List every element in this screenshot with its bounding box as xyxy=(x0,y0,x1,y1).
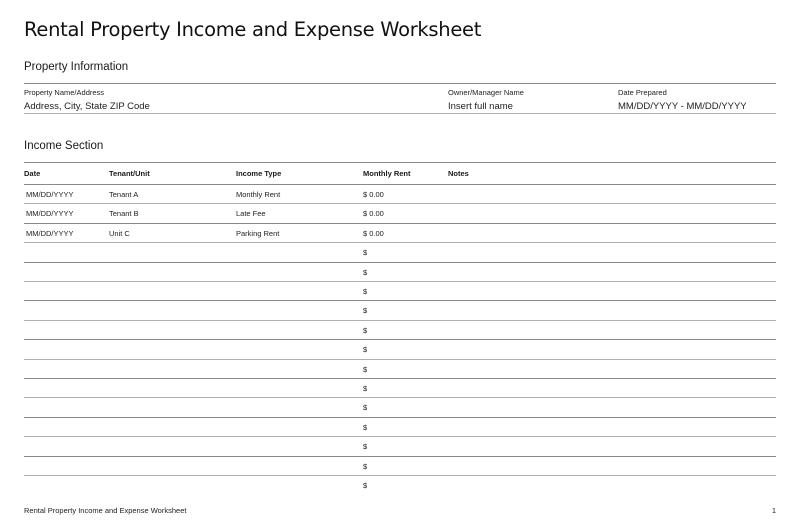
cell-monthly-rent[interactable]: $ xyxy=(363,345,368,355)
cell-monthly-rent[interactable]: $ xyxy=(363,287,368,296)
cell-monthly-rent[interactable]: $ xyxy=(363,384,368,393)
divider xyxy=(24,184,776,185)
cell-monthly-rent[interactable]: $ 0.00 xyxy=(363,209,384,219)
cell-tenant[interactable]: Tenant A xyxy=(109,190,139,199)
cell-monthly-rent[interactable]: $ xyxy=(363,403,368,413)
cell-date[interactable]: MM/DD/YYYY xyxy=(26,209,74,219)
cell-tenant[interactable]: Tenant B xyxy=(109,209,139,219)
cell-monthly-rent[interactable]: $ xyxy=(363,481,368,490)
divider xyxy=(24,417,776,418)
owner-name-field[interactable] xyxy=(448,88,524,112)
divider xyxy=(24,339,776,340)
property-info-heading: Property Information xyxy=(24,61,129,73)
field-label: Date Prepared xyxy=(618,88,667,97)
income-section-heading: Income Section xyxy=(24,140,104,152)
divider xyxy=(24,320,776,321)
cell-monthly-rent[interactable]: $ xyxy=(363,267,368,277)
cell-monthly-rent[interactable]: $ xyxy=(363,364,368,374)
cell-income-type[interactable]: Monthly Rent xyxy=(236,190,281,199)
divider xyxy=(24,281,776,282)
cell-date[interactable]: MM/DD/YYYY xyxy=(26,190,74,199)
cell-monthly-rent[interactable]: $ 0.00 xyxy=(363,228,384,238)
field-value[interactable]: Address, City, State ZIP Code xyxy=(24,101,150,112)
property-name-field[interactable] xyxy=(24,88,150,112)
table-top-rule xyxy=(24,162,776,163)
cell-monthly-rent[interactable]: $ xyxy=(363,442,368,452)
page-title: Rental Property Income and Expense Worksheet xyxy=(24,18,482,41)
field-value[interactable]: Insert full name xyxy=(448,101,513,112)
divider xyxy=(24,359,776,360)
divider xyxy=(24,378,776,379)
field-label: Property Name/Address xyxy=(24,88,105,97)
footer-title: Rental Property Income and Expense Worksheet xyxy=(24,506,187,515)
date-prepared-field[interactable] xyxy=(618,88,747,112)
cell-monthly-rent[interactable]: $ 0.00 xyxy=(363,190,384,199)
divider xyxy=(24,456,776,457)
column-header-monthly-rent: Monthly Rent xyxy=(363,169,411,178)
column-header-notes: Notes xyxy=(448,169,469,178)
divider xyxy=(24,113,776,114)
divider xyxy=(24,242,776,243)
cell-monthly-rent[interactable]: $ xyxy=(363,325,368,335)
cell-income-type[interactable]: Parking Rent xyxy=(236,228,280,238)
divider xyxy=(24,223,776,224)
page-number: 1 xyxy=(771,506,776,515)
cell-monthly-rent[interactable]: $ xyxy=(363,306,368,316)
divider xyxy=(24,300,776,301)
cell-monthly-rent[interactable]: $ xyxy=(363,248,368,258)
divider xyxy=(24,83,776,84)
cell-income-type[interactable]: Late Fee xyxy=(236,209,266,219)
column-header-tenant: Tenant/Unit xyxy=(109,169,150,178)
divider xyxy=(24,203,776,204)
column-header-income-type: Income Type xyxy=(236,169,282,178)
cell-monthly-rent[interactable]: $ xyxy=(363,422,368,432)
cell-tenant[interactable]: Unit C xyxy=(109,228,130,238)
divider xyxy=(24,436,776,437)
cell-date[interactable]: MM/DD/YYYY xyxy=(26,228,74,238)
divider xyxy=(24,397,776,398)
worksheet-page xyxy=(24,0,776,523)
cell-monthly-rent[interactable]: $ xyxy=(363,461,368,471)
divider xyxy=(24,262,776,263)
field-label: Owner/Manager Name xyxy=(448,88,524,97)
column-header-date: Date xyxy=(24,169,41,178)
field-value[interactable]: MM/DD/YYYY - MM/DD/YYYY xyxy=(618,101,747,112)
divider xyxy=(24,475,776,476)
